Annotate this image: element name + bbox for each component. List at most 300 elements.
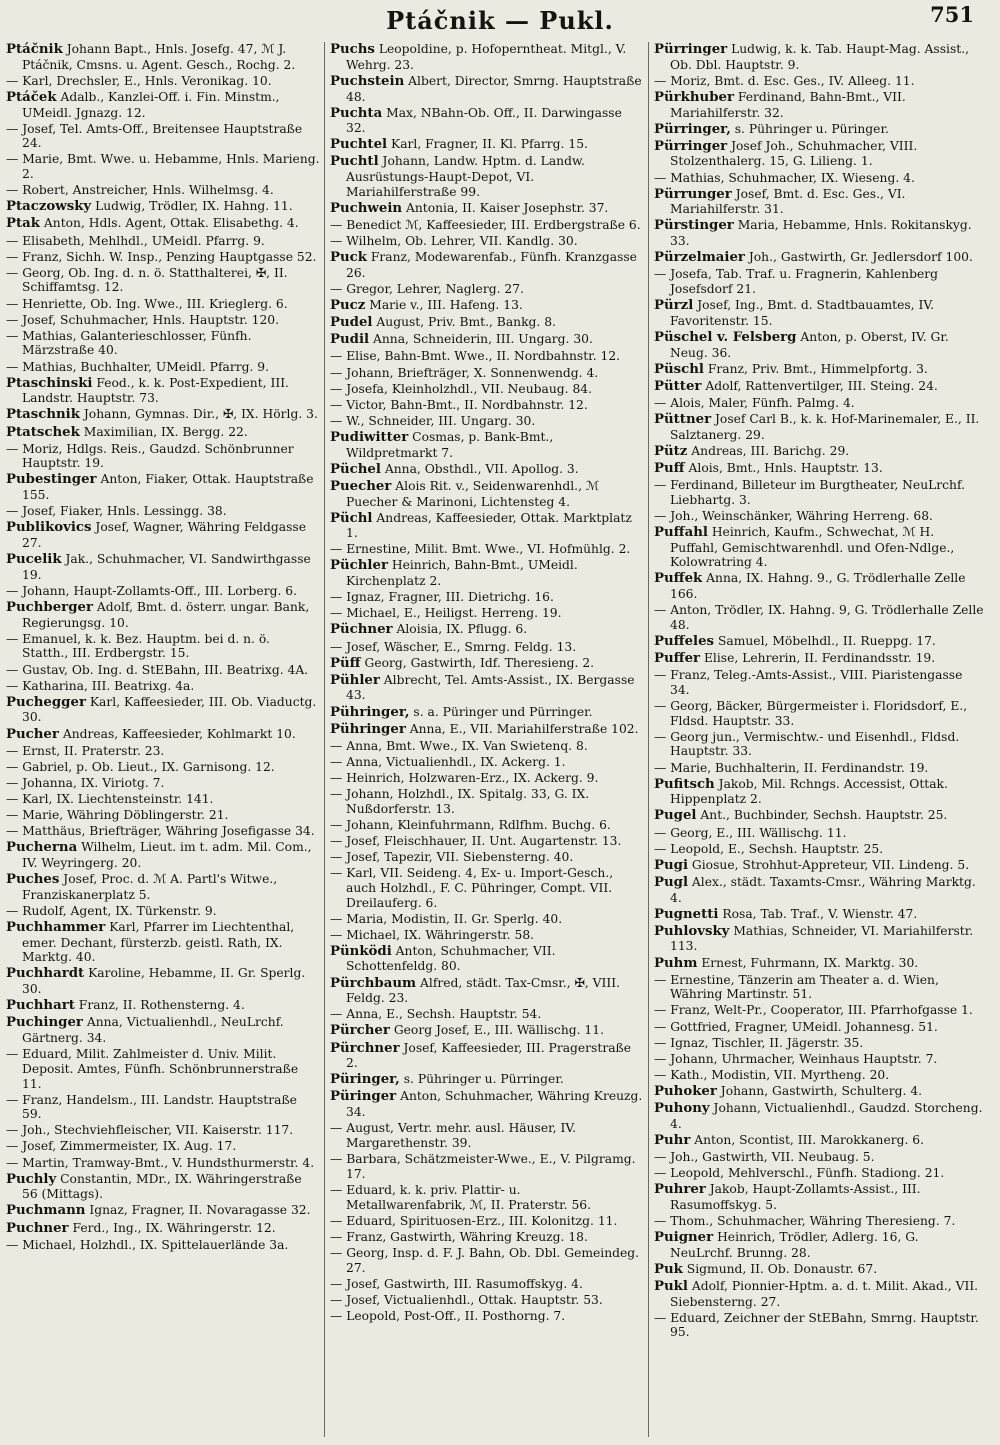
entry-surname: Puchmann bbox=[6, 1203, 86, 1219]
entry-details: — Josef, Gastwirth, III. Rasumoffskyg. 4. bbox=[330, 1276, 583, 1291]
entry-details: — Leopold, E., Sechsh. Hauptstr. 25. bbox=[654, 841, 884, 856]
directory-entry bbox=[654, 412, 984, 442]
directory-entry bbox=[654, 1068, 984, 1083]
directory-entry bbox=[6, 297, 320, 312]
directory-entry bbox=[6, 520, 320, 550]
directory-entry bbox=[330, 705, 644, 721]
directory-entry bbox=[330, 282, 644, 297]
entry-details: Franz, Modewarenfab., Fünfh. Kranzgasse 26. bbox=[346, 250, 637, 280]
entry-details: — Maria, Modistin, II. Gr. Sperlg. 40. bbox=[330, 911, 563, 926]
entry-details: Feod., k. k. Post-Expedient, III. Landstr. Hauptstr. 73. bbox=[22, 375, 289, 406]
directory-entry bbox=[330, 1246, 644, 1275]
entry-surname: Puchberger bbox=[6, 599, 93, 615]
directory-entry bbox=[6, 1172, 320, 1202]
directory-entry bbox=[6, 1156, 320, 1171]
directory-entry bbox=[6, 808, 320, 823]
directory-entry bbox=[330, 722, 644, 738]
directory-entry bbox=[654, 699, 984, 728]
entry-details: — August, Vertr. mehr. ausl. Häuser, IV. Margarethenstr. 39. bbox=[330, 1121, 576, 1150]
directory-entry bbox=[330, 234, 644, 249]
entry-details: — Joh., Weinschänker, Währing Herreng. 68. bbox=[654, 508, 933, 523]
directory-entry bbox=[330, 976, 644, 1006]
entry-details: — Emanuel, k. k. Bez. Hauptm. bei d. n. ö. Statth., III. Erdbergstr. 15. bbox=[6, 631, 270, 661]
entry-details: Andreas, III. Barichg. 29. bbox=[687, 443, 850, 458]
entry-details: — Ernst, II. Praterstr. 23. bbox=[6, 743, 165, 758]
directory-entry bbox=[330, 1089, 644, 1119]
entry-surname: Pucher bbox=[6, 726, 59, 742]
entry-details: — Wilhelm, Ob. Lehrer, VII. Kandlg. 30. bbox=[330, 234, 578, 249]
entry-details: — Josef, Fleischhauer, II. Unt. Augartenstr. 13. bbox=[330, 833, 622, 848]
directory-entry bbox=[330, 511, 644, 541]
directory-entry bbox=[330, 366, 644, 381]
entry-details: — Ferdinand, Billeteur im Burgtheater, NeuLrchf. Liebhartg. 3. bbox=[654, 478, 965, 507]
entry-surname: Puffeles bbox=[654, 634, 715, 649]
directory-entry bbox=[330, 430, 644, 460]
entry-details: Cosmas, p. Bank-Bmt., Wildpretmarkt 7. bbox=[346, 429, 554, 460]
directory-entry bbox=[6, 360, 320, 375]
entry-details: Ernest, Fuhrmann, IX. Marktg. 30. bbox=[697, 955, 919, 970]
entry-details: — Johann, Holzhdl., IX. Spitalg. 33, G. IX. Nußdorferstr. 13. bbox=[330, 787, 590, 816]
entry-surname: Puffek bbox=[654, 571, 703, 587]
directory-entry bbox=[654, 90, 984, 120]
entry-details: Josef, Proc. d. ℳ A. Partl's Witwe., Franziskanerplatz 5. bbox=[22, 872, 278, 902]
entry-surname: Püschel v. Felsberg bbox=[654, 329, 797, 345]
directory-entry bbox=[6, 727, 320, 743]
entry-details: — Marie, Buchhalterin, II. Ferdinandstr. 19. bbox=[654, 760, 929, 775]
entry-surname: Puffer bbox=[654, 651, 701, 667]
entry-details: Heinrich, Kaufm., Schwechat, ℳ H. Puffahl, Gemischtwarenhdl. und Ofen-Ndlge., Kolowratring 4. bbox=[670, 524, 955, 570]
entry-details: Josef, Ing., Bmt. d. Stadtbauamtes, IV. Favoritenstr. 15. bbox=[670, 298, 935, 328]
directory-entry bbox=[330, 558, 644, 588]
entry-details: Jakob, Mil. Rchngs. Accessist, Ottak. Hippenplatz 2. bbox=[670, 776, 948, 807]
entry-surname: Pudil bbox=[330, 332, 370, 348]
entry-details: — W., Schneider, III. Ungarg. 30. bbox=[330, 413, 536, 428]
directory-entry bbox=[6, 872, 320, 902]
entry-details: Wilhelm, Lieut. im t. adm. Mil. Com., IV. Weyringerg. 20. bbox=[22, 840, 312, 870]
entry-details: — Ignaz, Fragner, III. Dietrichg. 16. bbox=[330, 590, 554, 605]
entry-details: — Gregor, Lehrer, Naglerg. 27. bbox=[330, 282, 524, 297]
directory-entry bbox=[654, 1036, 984, 1051]
directory-entry bbox=[654, 330, 984, 360]
directory-entry bbox=[654, 1311, 984, 1340]
directory-entry bbox=[6, 1123, 320, 1138]
entry-surname: Puck bbox=[330, 250, 367, 266]
entry-details: — Kath., Modistin, VII. Myrtheng. 20. bbox=[654, 1067, 890, 1082]
entry-surname: Pürringer bbox=[654, 138, 728, 154]
directory-entry bbox=[654, 525, 984, 570]
entry-details: Adolf, Bmt. d. österr. ungar. Bank, Regierungsg. 10. bbox=[22, 599, 310, 630]
entry-details: Alex., städt. Taxamts-Cmsr., Währing Marktg. 4. bbox=[670, 874, 976, 905]
entry-details: — Josef, Tel. Amts-Off., Breitensee Hauptstraße 24. bbox=[6, 121, 303, 151]
directory-entry bbox=[330, 866, 644, 910]
entry-surname: Puchner bbox=[6, 1220, 69, 1236]
entry-details: — Georg jun., Vermischtw.- und Eisenhdl., Fldsd. Hauptstr. 33. bbox=[654, 729, 960, 759]
entry-details: Johann, Gastwirth, Schulterg. 4. bbox=[716, 1083, 923, 1098]
directory-entry bbox=[6, 442, 320, 471]
directory-entry bbox=[330, 1152, 644, 1181]
entry-details: — Anna, Bmt. Wwe., IX. Van Swietenq. 8. bbox=[330, 738, 588, 753]
directory-entry bbox=[330, 414, 644, 429]
entry-details: Anton, Schuhmacher, Währing Kreuzg. 34. bbox=[346, 1089, 643, 1120]
directory-entry bbox=[330, 850, 644, 865]
directory-entry bbox=[6, 425, 320, 441]
entry-surname: Püringer bbox=[330, 1089, 397, 1105]
directory-entry bbox=[6, 695, 320, 725]
entry-details: Ignaz, Fragner, II. Novaragasse 32. bbox=[85, 1203, 311, 1218]
directory-entry bbox=[330, 542, 644, 557]
directory-entry bbox=[330, 382, 644, 397]
entry-details: Josef, Bmt. d. Esc. Ges., VI. Mariahilferstr. 31. bbox=[670, 186, 906, 217]
directory-entry bbox=[654, 924, 984, 954]
entry-details: — Katharina, III. Beatrixg. 4a. bbox=[6, 678, 195, 693]
directory-entry bbox=[330, 739, 644, 754]
entry-details: Elise, Lehrerin, II. Ferdinandsstr. 19. bbox=[700, 651, 936, 666]
entry-details: — Josef, Tapezir, VII. Siebensterng. 40. bbox=[330, 850, 574, 864]
directory-entry bbox=[654, 668, 984, 697]
directory-entry bbox=[6, 216, 320, 232]
entry-details: Johann, Landw. Hptm. d. Landw. Ausrüstungs-Haupt-Depot, VI. Mariahilferstraße 99. bbox=[346, 154, 585, 199]
entry-details: Jakob, Haupt-Zollamts-Assist., III. Rasumoffskyg. 5. bbox=[670, 1182, 921, 1212]
directory-entry bbox=[330, 771, 644, 786]
entry-details: Franz, II. Rothensterng. 4. bbox=[74, 998, 245, 1013]
entry-details: Ludwig, k. k. Tab. Haupt-Mag. Assist., Ob. Dbl. Hauptstr. 9. bbox=[670, 42, 970, 72]
entry-details: Karl, Pfarrer im Liechtenthal, emer. Dechant, fürsterzb. geistl. Rath, IX. Marktg. 40. bbox=[22, 919, 295, 965]
directory-entry bbox=[330, 1121, 644, 1150]
entry-details: — Eduard, Zeichner der StEBahn, Smrng. Hauptstr. 95. bbox=[654, 1310, 979, 1340]
directory-entry bbox=[654, 761, 984, 776]
directory-entry bbox=[654, 218, 984, 248]
directory-entry bbox=[6, 840, 320, 870]
directory-entry bbox=[330, 928, 644, 943]
entry-details: Albrecht, Tel. Amts-Assist., IX. Bergasse 43. bbox=[346, 672, 635, 703]
entry-surname: Püschl bbox=[654, 361, 704, 377]
entry-details: — Karl, VII. Seideng. 4, Ex- u. Import-Gesch., auch Holzhdl., F. C. Pühringer, Compt. VII. Dreilauferg. 6. bbox=[330, 866, 614, 910]
entry-details: Samuel, Möbelhdl., II. Rueppg. 17. bbox=[714, 634, 936, 648]
entry-surname: Puff bbox=[654, 460, 685, 476]
entry-details: Johann Bapt., Hnls. Josefg. 47, ℳ J. Ptáčnik, Cmsns. u. Agent. Gesch., Rochg. 2. bbox=[22, 42, 296, 72]
entry-surname: Puffahl bbox=[654, 524, 708, 540]
directory-entry bbox=[654, 956, 984, 972]
directory-entry bbox=[330, 1309, 644, 1324]
entry-surname: Pürcher bbox=[330, 1023, 390, 1039]
entry-details: — Elise, Bahn-Bmt. Wwe., II. Nordbahnstr. 12. bbox=[330, 349, 621, 364]
column-divider bbox=[648, 42, 649, 1437]
directory-entry bbox=[6, 329, 320, 358]
entry-details: Mathias, Schneider, VI. Mariahilferstr. 113. bbox=[670, 923, 974, 954]
directory-entry bbox=[6, 1203, 320, 1219]
entry-details: Josef Carl B., k. k. Hof-Marinemaler, E., II. Salztanerg. 29. bbox=[670, 412, 980, 442]
directory-entry bbox=[330, 154, 644, 199]
directory-entry bbox=[330, 640, 644, 655]
entry-details: — Michael, E., Heiligst. Herreng. 19. bbox=[330, 606, 562, 621]
entry-details: Alois Rit. v., Seidenwarenhdl., ℳ Puecher & Marinoni, Lichtensteg 4. bbox=[346, 478, 600, 509]
entry-details: Andreas, Kaffeesieder, Kohlmarkt 10. bbox=[58, 726, 296, 741]
entry-details: — Barbara, Schätzmeister-Wwe., E., V. Pilgramg. 17. bbox=[330, 1152, 636, 1181]
directory-entry bbox=[330, 218, 644, 233]
entry-details: — Josefa, Tab. Traf. u. Fragnerin, Kahlenberg Josefsdorf 21. bbox=[654, 267, 938, 297]
entry-surname: Puhlovsky bbox=[654, 923, 730, 939]
directory-entry bbox=[6, 199, 320, 215]
directory-entry bbox=[330, 315, 644, 331]
entry-surname: Pubestinger bbox=[6, 472, 97, 488]
entry-details: — Franz, Gastwirth, Währing Kreuzg. 18. bbox=[330, 1229, 588, 1244]
entry-details: — Georg, E., III. Wällischg. 11. bbox=[654, 825, 847, 840]
entry-details: — Josef, Victualienhdl., Ottak. Hauptstr. 53. bbox=[330, 1292, 603, 1307]
entry-details: Heinrich, Trödler, Adlerg. 16, G. NeuLrchf. Brunng. 28. bbox=[670, 1229, 919, 1260]
entry-details: — Moriz, Hdlgs. Reis., Gaudzd. Schönbrunner Hauptstr. 19. bbox=[6, 441, 294, 471]
entry-details: Alois, Bmt., Hnls. Hauptstr. 13. bbox=[684, 460, 883, 475]
directory-entry bbox=[330, 912, 644, 927]
entry-surname: Ptaschinski bbox=[6, 375, 93, 391]
entry-details: — Georg, Insp. d. F. J. Bahn, Ob. Dbl. Gemeindeg. 27. bbox=[330, 1245, 640, 1275]
entry-details: Joh., Gastwirth, Gr. Jedlersdorf 100. bbox=[744, 250, 973, 265]
directory-entry bbox=[6, 632, 320, 661]
entry-surname: Pürchner bbox=[330, 1040, 400, 1056]
entry-details: Maria, Hebamme, Hnls. Rokitanskyg. 33. bbox=[670, 218, 972, 249]
directory-entry bbox=[6, 792, 320, 807]
entry-details: Anna, Obsthdl., VII. Apollog. 3. bbox=[380, 461, 579, 476]
directory-entry bbox=[654, 1003, 984, 1018]
directory-entry bbox=[654, 858, 984, 874]
entry-details: — Eduard, k. k. priv. Plattir- u. Metallwarenfabrik, ℳ, II. Praterstr. 56. bbox=[330, 1182, 592, 1212]
directory-entry bbox=[654, 1214, 984, 1229]
entry-details: — Mathias, Galanterieschlosser, Fünfh. Märzstraße 40. bbox=[6, 328, 252, 358]
entry-details: — Johann, Haupt-Zollamts-Off., III. Lorberg. 6. bbox=[6, 583, 297, 598]
entry-surname: Pütter bbox=[654, 378, 702, 394]
entry-surname: Puhr bbox=[654, 1132, 691, 1148]
directory-entry bbox=[330, 106, 644, 136]
entry-details: Sigmund, II. Ob. Donaustr. 67. bbox=[682, 1261, 878, 1276]
entry-details: — Martin, Tramway-Bmt., V. Hundsthurmerstr. 4. bbox=[6, 1155, 315, 1170]
entry-details: Ludwig, Trödler, IX. Hahng. 11. bbox=[91, 199, 293, 214]
entry-details: Max, NBahn-Ob. Off., II. Darwingasse 32. bbox=[346, 105, 622, 136]
directory-entry bbox=[330, 137, 644, 153]
entry-surname: Pucherna bbox=[6, 840, 78, 856]
entry-details: s. a. Püringer und Pürringer. bbox=[409, 704, 593, 719]
entry-surname: Pugel bbox=[654, 808, 697, 824]
entry-details: — Karl, IX. Liechtensteinstr. 141. bbox=[6, 791, 214, 806]
directory-entry bbox=[6, 152, 320, 181]
entry-details: s. Pühringer u. Pürringer. bbox=[399, 1072, 564, 1087]
entry-details: — Johann, Briefträger, X. Sonnenwendg. 4. bbox=[330, 365, 599, 380]
entry-details: — Franz, Teleg.-Amts-Assist., VIII. Piaristengasse 34. bbox=[654, 668, 963, 697]
entry-details: — Johanna, IX. Viriotg. 7. bbox=[6, 775, 165, 790]
directory-entry bbox=[654, 777, 984, 807]
directory-entry bbox=[330, 606, 644, 621]
entry-details: Georg Josef, E., III. Wällischg. 11. bbox=[389, 1023, 604, 1038]
directory-column-3 bbox=[654, 42, 984, 1437]
directory-entry bbox=[6, 1139, 320, 1154]
directory-entry bbox=[6, 42, 320, 72]
directory-entry bbox=[6, 552, 320, 582]
page-header bbox=[0, 2, 1000, 36]
directory-entry bbox=[654, 571, 984, 601]
entry-surname: Puigner bbox=[654, 1229, 714, 1245]
directory-entry bbox=[6, 966, 320, 996]
directory-entry bbox=[330, 1277, 644, 1292]
entry-surname: Pugi bbox=[654, 857, 689, 873]
entry-details: — Marie, Währing Döblingerstr. 21. bbox=[6, 808, 229, 823]
directory-entry bbox=[654, 396, 984, 411]
directory-entry bbox=[6, 744, 320, 759]
entry-surname: Püchner bbox=[330, 622, 393, 638]
entry-details: Albert, Director, Smrng. Hauptstraße 48. bbox=[346, 73, 642, 104]
entry-details: Anna, IX. Hahng. 9., G. Trödlerhalle Zelle 166. bbox=[670, 571, 966, 602]
entry-details: — Gottfried, Fragner, UMeidl. Johannesg. 51. bbox=[654, 1019, 938, 1034]
entry-details: — Robert, Anstreicher, Hnls. Wilhelmsg. 4. bbox=[6, 183, 274, 198]
directory-entry bbox=[330, 349, 644, 364]
entry-surname: Puhony bbox=[654, 1100, 710, 1116]
entry-details: Anna, Victualienhdl., NeuLrchf. Gärtnerg. 34. bbox=[22, 1015, 284, 1045]
entry-details: Johann, Gymnas. Dir., ✠, IX. Hörlg. 3. bbox=[79, 407, 318, 422]
directory-entry bbox=[654, 187, 984, 217]
entry-details: Karl, Kaffeesieder, III. Ob. Viaductg. 30. bbox=[22, 694, 317, 725]
entry-surname: Pühler bbox=[330, 672, 380, 688]
entry-details: Franz, Priv. Bmt., Himmelpfortg. 3. bbox=[703, 361, 928, 376]
entry-surname: Pürringer, bbox=[654, 121, 731, 137]
entry-details: — Johann, Uhrmacher, Weinhaus Hauptstr. 7. bbox=[654, 1051, 938, 1066]
entry-surname: Püchler bbox=[330, 558, 388, 574]
entry-details: Anton, Scontist, III. Marokkanerg. 6. bbox=[690, 1132, 925, 1147]
entry-surname: Pürzl bbox=[654, 298, 694, 314]
directory-entry bbox=[6, 122, 320, 151]
entry-details: — Josef, Fiaker, Hnls. Lessingg. 38. bbox=[6, 504, 227, 519]
entry-surname: Publikovics bbox=[6, 520, 92, 536]
entry-details: Josef Joh., Schuhmacher, VIII. Stolzenthalerg. 15, G. Lilieng. 1. bbox=[670, 138, 918, 169]
directory-entry bbox=[654, 875, 984, 905]
directory-entry bbox=[654, 1262, 984, 1278]
entry-details: Ferd., Ing., IX. Währingerstr. 12. bbox=[68, 1220, 276, 1235]
entry-surname: Puchly bbox=[6, 1171, 57, 1187]
entry-details: Maximilian, IX. Bergg. 22. bbox=[79, 424, 248, 439]
directory-entry bbox=[654, 461, 984, 477]
entry-details: Josef, Wagner, Währing Feldgasse 27. bbox=[22, 520, 306, 550]
entry-details: — Gustav, Ob. Ing. d. StEBahn, III. Beatrixg. 4A. bbox=[6, 662, 309, 677]
directory-entry bbox=[330, 1007, 644, 1022]
directory-entry bbox=[330, 74, 644, 104]
entry-details: — Johann, Kleinfuhrmann, Rdlfhm. Buchg. 6. bbox=[330, 817, 611, 832]
directory-entry bbox=[6, 663, 320, 678]
entry-details: Andreas, Kaffeesieder, Ottak. Marktplatz 1. bbox=[346, 510, 632, 541]
entry-details: — Joh., Stechviehfleischer, VII. Kaiserstr. 117. bbox=[6, 1123, 294, 1138]
entry-details: Rosa, Tab. Traf., V. Wienstr. 47. bbox=[718, 906, 918, 921]
directory-entry bbox=[6, 1093, 320, 1122]
directory-entry bbox=[654, 1084, 984, 1100]
entry-details: Leopoldine, p. Hofoperntheat. Mitgl., V. Wehrg. 23. bbox=[346, 42, 627, 72]
entry-surname: Puhoker bbox=[654, 1083, 717, 1099]
directory-entry bbox=[330, 298, 644, 314]
directory-entry bbox=[654, 826, 984, 841]
entry-surname: Püff bbox=[330, 655, 361, 671]
entry-details: Johann, Victualienhdl., Gaudzd. Storcheng. 4. bbox=[670, 1100, 983, 1131]
entry-surname: Pudel bbox=[330, 315, 373, 331]
directory-entry bbox=[330, 944, 644, 974]
entry-details: — Anton, Trödler, IX. Hahng. 9, G. Trödlerhalle Zelle 48. bbox=[654, 603, 984, 632]
entry-details: — Leopold, Mehlverschl., Fünfh. Stadiong. 21. bbox=[654, 1165, 945, 1180]
entry-details: Karl, Fragner, II. Kl. Pfarrg. 15. bbox=[387, 137, 588, 152]
directory-entry bbox=[6, 472, 320, 502]
directory-entry bbox=[330, 787, 644, 816]
entry-surname: Puchta bbox=[330, 105, 383, 121]
entry-surname: Puchtel bbox=[330, 137, 388, 153]
directory-entry bbox=[330, 622, 644, 638]
directory-entry bbox=[330, 332, 644, 348]
entry-surname: Pufitsch bbox=[654, 776, 715, 792]
entry-details: — Mathias, Buchhalter, UMeidl. Pfarrg. 9. bbox=[6, 359, 270, 374]
entry-details: Karoline, Hebamme, II. Gr. Sperlg. 30. bbox=[22, 966, 306, 997]
entry-details: — Ernestine, Milit. Bmt. Wwe., VI. Hofmühlg. 2. bbox=[330, 542, 631, 557]
directory-entry bbox=[654, 298, 984, 328]
entry-details: — Heinrich, Holzwaren-Erz., IX. Ackerg. 9. bbox=[330, 770, 599, 785]
directory-entry bbox=[6, 74, 320, 89]
page-number: 751 bbox=[930, 2, 974, 27]
directory-entry bbox=[654, 122, 984, 138]
directory-entry bbox=[654, 509, 984, 524]
entry-details: Josef, Kaffeesieder, III. Pragerstraße 2. bbox=[346, 1040, 632, 1071]
directory-entry bbox=[654, 842, 984, 857]
directory-entry bbox=[6, 920, 320, 965]
entry-details: — Anna, E., Sechsh. Hauptstr. 54. bbox=[330, 1007, 542, 1022]
directory-entry bbox=[6, 1047, 320, 1091]
directory-entry bbox=[654, 139, 984, 169]
entry-details: Adolf, Pionnier-Hptm. a. d. t. Milit. Akad., VII. Siebensterng. 27. bbox=[670, 1278, 979, 1309]
entry-details: — Elisabeth, Mehlhdl., UMeidl. Pfarrg. 9. bbox=[6, 233, 265, 248]
entry-surname: Pürzelmaier bbox=[654, 250, 745, 266]
directory-entry bbox=[654, 1020, 984, 1035]
entry-surname: Pürchbaum bbox=[330, 975, 417, 991]
directory-entry bbox=[6, 904, 320, 919]
directory-entry bbox=[654, 267, 984, 296]
entry-surname: Pucelik bbox=[6, 552, 62, 568]
entry-details: Antonia, II. Kaiser Josephstr. 37. bbox=[402, 200, 609, 215]
directory-entry bbox=[654, 651, 984, 667]
column-divider bbox=[324, 42, 325, 1437]
entry-surname: Püttner bbox=[654, 412, 712, 428]
entry-details: — Marie, Bmt. Wwe. u. Hebamme, Hnls. Marieng. 2. bbox=[6, 152, 320, 182]
entry-surname: Pürstinger bbox=[654, 218, 734, 234]
entry-surname: Puchhart bbox=[6, 998, 75, 1014]
entry-surname: Puhrer bbox=[654, 1182, 706, 1198]
directory-entry bbox=[6, 600, 320, 630]
entry-details: Marie v., III. Hafeng. 13. bbox=[365, 298, 523, 313]
entry-details: — Eduard, Spirituosen-Erz., III. Kolonitzg. 11. bbox=[330, 1213, 618, 1228]
entry-details: Georg, Gastwirth, Idf. Theresieng. 2. bbox=[360, 655, 595, 670]
directory-entry bbox=[6, 584, 320, 599]
directory-entry bbox=[6, 824, 320, 839]
directory-entry bbox=[6, 760, 320, 775]
directory-entry bbox=[6, 266, 320, 295]
entry-details: — Gabriel, p. Ob. Lieut., IX. Garnisong. 12. bbox=[6, 759, 275, 774]
entry-details: Ant., Buchbinder, Sechsh. Hauptstr. 25. bbox=[696, 808, 948, 823]
entry-details: — Georg, Ob. Ing. d. n. ö. Statthalterei, ✠, II. Schiffamtsg. 12. bbox=[6, 265, 288, 295]
entry-surname: Pürringer bbox=[654, 42, 728, 57]
entry-details: — Rudolf, Agent, IX. Türkenstr. 9. bbox=[6, 903, 217, 918]
directory-entry bbox=[330, 42, 644, 72]
directory-entry bbox=[330, 479, 644, 509]
entry-details: — Michael, Holzhdl., IX. Spittelauerlände 3a. bbox=[6, 1237, 289, 1252]
entry-details: Ferdinand, Bahn-Bmt., VII. Mariahilferstr. 32. bbox=[670, 89, 906, 120]
directory-entry bbox=[654, 1052, 984, 1067]
directory-entry bbox=[330, 1214, 644, 1229]
entry-surname: Pudiwitter bbox=[330, 429, 409, 445]
directory-entry bbox=[6, 90, 320, 120]
entry-details: Anton, Fiaker, Ottak. Hauptstraße 155. bbox=[22, 472, 314, 503]
entry-surname: Ptaschnik bbox=[6, 407, 80, 423]
entry-surname: Ptáčnik bbox=[6, 42, 63, 57]
entry-surname: Pünködi bbox=[330, 943, 392, 959]
entry-details: Jak., Schuhmacher, VI. Sandwirthgasse 19. bbox=[22, 552, 311, 582]
entry-surname: Puches bbox=[6, 872, 60, 888]
